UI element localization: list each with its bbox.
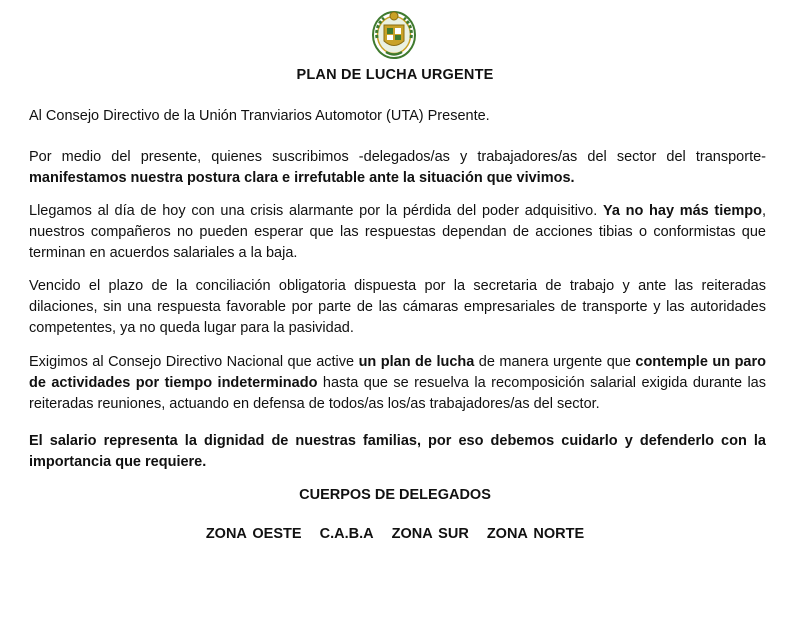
paragraph-1-bold: manifestamos nuestra postura clara e irrefutable ante la situación que vivimos.: [29, 170, 575, 186]
document-title: PLAN DE LUCHA URGENTE: [296, 67, 494, 83]
signature-title: CUERPOS DE DELEGADOS: [299, 487, 491, 503]
paragraph-1-text: Por medio del presente, quienes suscribimos -delegados/as y trabajadores/as del sector del transporte-: [29, 149, 766, 165]
paragraph-5-closing: El salario representa la dignidad de nuestras familias, por eso debemos cuidarlo y defenderlo con la importancia que requiere.: [29, 433, 766, 470]
paragraph-3: Vencido el plazo de la conciliación obligatoria dispuesta por la secretaria de trabajo y ante las reiteradas dilaciones, sin una respuesta favorable por parte de las cámaras empresariales de transporte y las autoridades competentes, ya no queda lugar para la pasividad.: [29, 278, 766, 336]
paragraph-4-text-c: hasta que se resuelva la recomposición salarial exigida durante las reiteradas reuniones, actuando en defensa de todos/as los/as trabajadores/as del sector.: [29, 375, 766, 412]
paragraph-4-text-b: de manera urgente que: [474, 354, 636, 370]
zone-norte: ZONA NORTE: [486, 526, 585, 542]
signature-zones: [0, 526, 790, 542]
paragraph-2-bold: Ya no hay más tiempo: [602, 203, 762, 219]
uta-seal-icon: [370, 8, 418, 60]
zone-sur: ZONA SUR: [391, 526, 469, 542]
paragraph-4-text-a: Exigimos al Consejo Directivo Nacional que active: [29, 354, 359, 370]
paragraph-2-text-b: , nuestros compañeros no pueden esperar que las respuestas dependan de acciones tibias o conformistas que terminan en acuerdos salariales a la baja.: [29, 203, 766, 261]
paragraph-4-bold-a: un plan de lucha: [358, 354, 475, 370]
zone-caba: C.A.B.A: [319, 526, 374, 542]
paragraph-4-bold-b: contemple un paro de actividades por tiempo indeterminado: [29, 354, 766, 391]
zone-oeste: ZONA OESTE: [205, 526, 302, 542]
paragraph-4: [29, 352, 766, 415]
paragraph-1: [29, 147, 766, 189]
letter-addressee: Al Consejo Directivo de la Unión Tranviarios Automotor (UTA) Presente.: [29, 108, 490, 124]
paragraph-2: [29, 201, 766, 264]
paragraph-2-text-a: Llegamos al día de hoy con una crisis alarmante por la pérdida del poder adquisitivo.: [29, 203, 603, 219]
